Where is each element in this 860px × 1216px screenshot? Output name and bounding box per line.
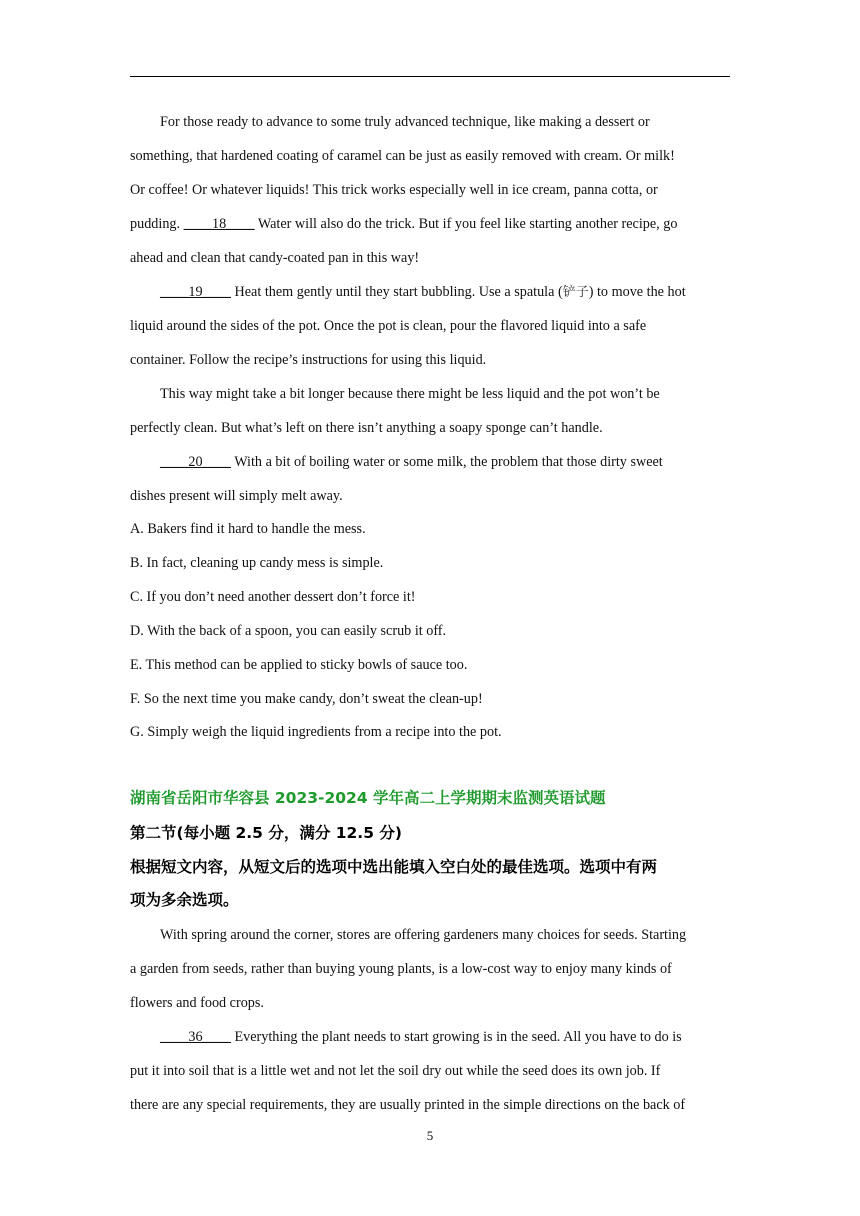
blank-19: ____19____ <box>160 284 231 300</box>
passage1-p1-line5: ahead and clean that candy-coated pan in this way! <box>130 250 420 266</box>
option-a: A. Bakers find it hard to handle the mess. <box>130 521 366 537</box>
passage1-p2-line3: container. Follow the recipe’s instructions for using this liquid. <box>130 352 487 368</box>
instructions-line1: 根据短文内容，从短文后的选项中选出能填入空白处的最佳选项。选项中有两 <box>130 858 658 876</box>
option-f: F. So the next time you make candy, don’t sweat the clean-up! <box>130 691 483 707</box>
passage2-p2-line2: put it into soil that is a little wet and not let the soil dry out while the seed does its own job. If <box>130 1063 661 1079</box>
line-text: With a bit of boiling water or some milk, the problem that those dirty sweet <box>230 454 663 470</box>
passage2-p2-line1 <box>160 1027 770 1047</box>
section-heading: 第二节(每小题 2.5 分，满分 12.5 分) <box>130 824 402 842</box>
instructions-line2: 项为多余选项。 <box>130 891 239 909</box>
source-title: 湖南省岳阳市华容县 2023-2024 学年高二上学期期末监测英语试题 <box>130 789 606 807</box>
passage1-p3-line1: This way might take a bit longer because there might be less liquid and the pot won’t be <box>160 386 660 402</box>
option-d: D. With the back of a spoon, you can easily scrub it off. <box>130 623 447 639</box>
page-number: 5 <box>426 1128 434 1143</box>
passage1-p1-line2: something, that hardened coating of caramel can be just as easily removed with cream. Or milk! <box>130 148 675 164</box>
passage2-p1-line1: With spring around the corner, stores are offering gardeners many choices for seeds. Starting <box>160 927 687 943</box>
passage1-p1-line4 <box>130 214 740 234</box>
blank-18: ____18____ <box>183 216 255 232</box>
passage1-p2-line2: liquid around the sides of the pot. Once the pot is clean, pour the flavored liquid into a safe <box>130 318 647 334</box>
option-b: B. In fact, cleaning up candy mess is simple. <box>130 555 384 571</box>
option-c: C. If you don’t need another dessert don’t force it! <box>130 589 416 605</box>
line-text: Everything the plant needs to start growing is in the seed. All you have to do is <box>230 1029 682 1045</box>
passage1-p1-line1: For those ready to advance to some truly advanced technique, like making a dessert or <box>160 114 650 130</box>
header-rule <box>130 76 730 77</box>
option-e: E. This method can be applied to sticky bowls of sauce too. <box>130 657 468 673</box>
line-text: ) to move the hot <box>588 284 686 300</box>
line-text: Water will also do the trick. But if you feel like starting another recipe, go <box>254 216 678 232</box>
passage1-p4-line1 <box>160 452 770 472</box>
passage1-p4-line2: dishes present will simply melt away. <box>130 488 343 504</box>
passage2-p1-line3: flowers and food crops. <box>130 995 264 1011</box>
blank-36: ____36____ <box>160 1029 231 1045</box>
line-text: Heat them gently until they start bubbling. Use a spatula ( <box>230 284 563 300</box>
blank-20: ____20____ <box>160 454 231 470</box>
option-g: G. Simply weigh the liquid ingredients from a recipe into the pot. <box>130 724 502 740</box>
passage2-p1-line2: a garden from seeds, rather than buying young plants, is a low-cost way to enjoy many kinds of <box>130 961 672 977</box>
passage1-p3-line2: perfectly clean. But what’s left on there isn’t anything a soapy sponge can’t handle. <box>130 420 603 436</box>
chinese-gloss: 铲子 <box>562 285 589 300</box>
passage1-p1-line3: Or coffee! Or whatever liquids! This trick works especially well in ice cream, panna cotta, or <box>130 182 658 198</box>
passage1-p2-line1 <box>160 282 770 303</box>
passage2-p2-line3: there are any special requirements, they are usually printed in the simple directions on the back of <box>130 1097 686 1113</box>
line-text: pudding. <box>130 216 184 232</box>
